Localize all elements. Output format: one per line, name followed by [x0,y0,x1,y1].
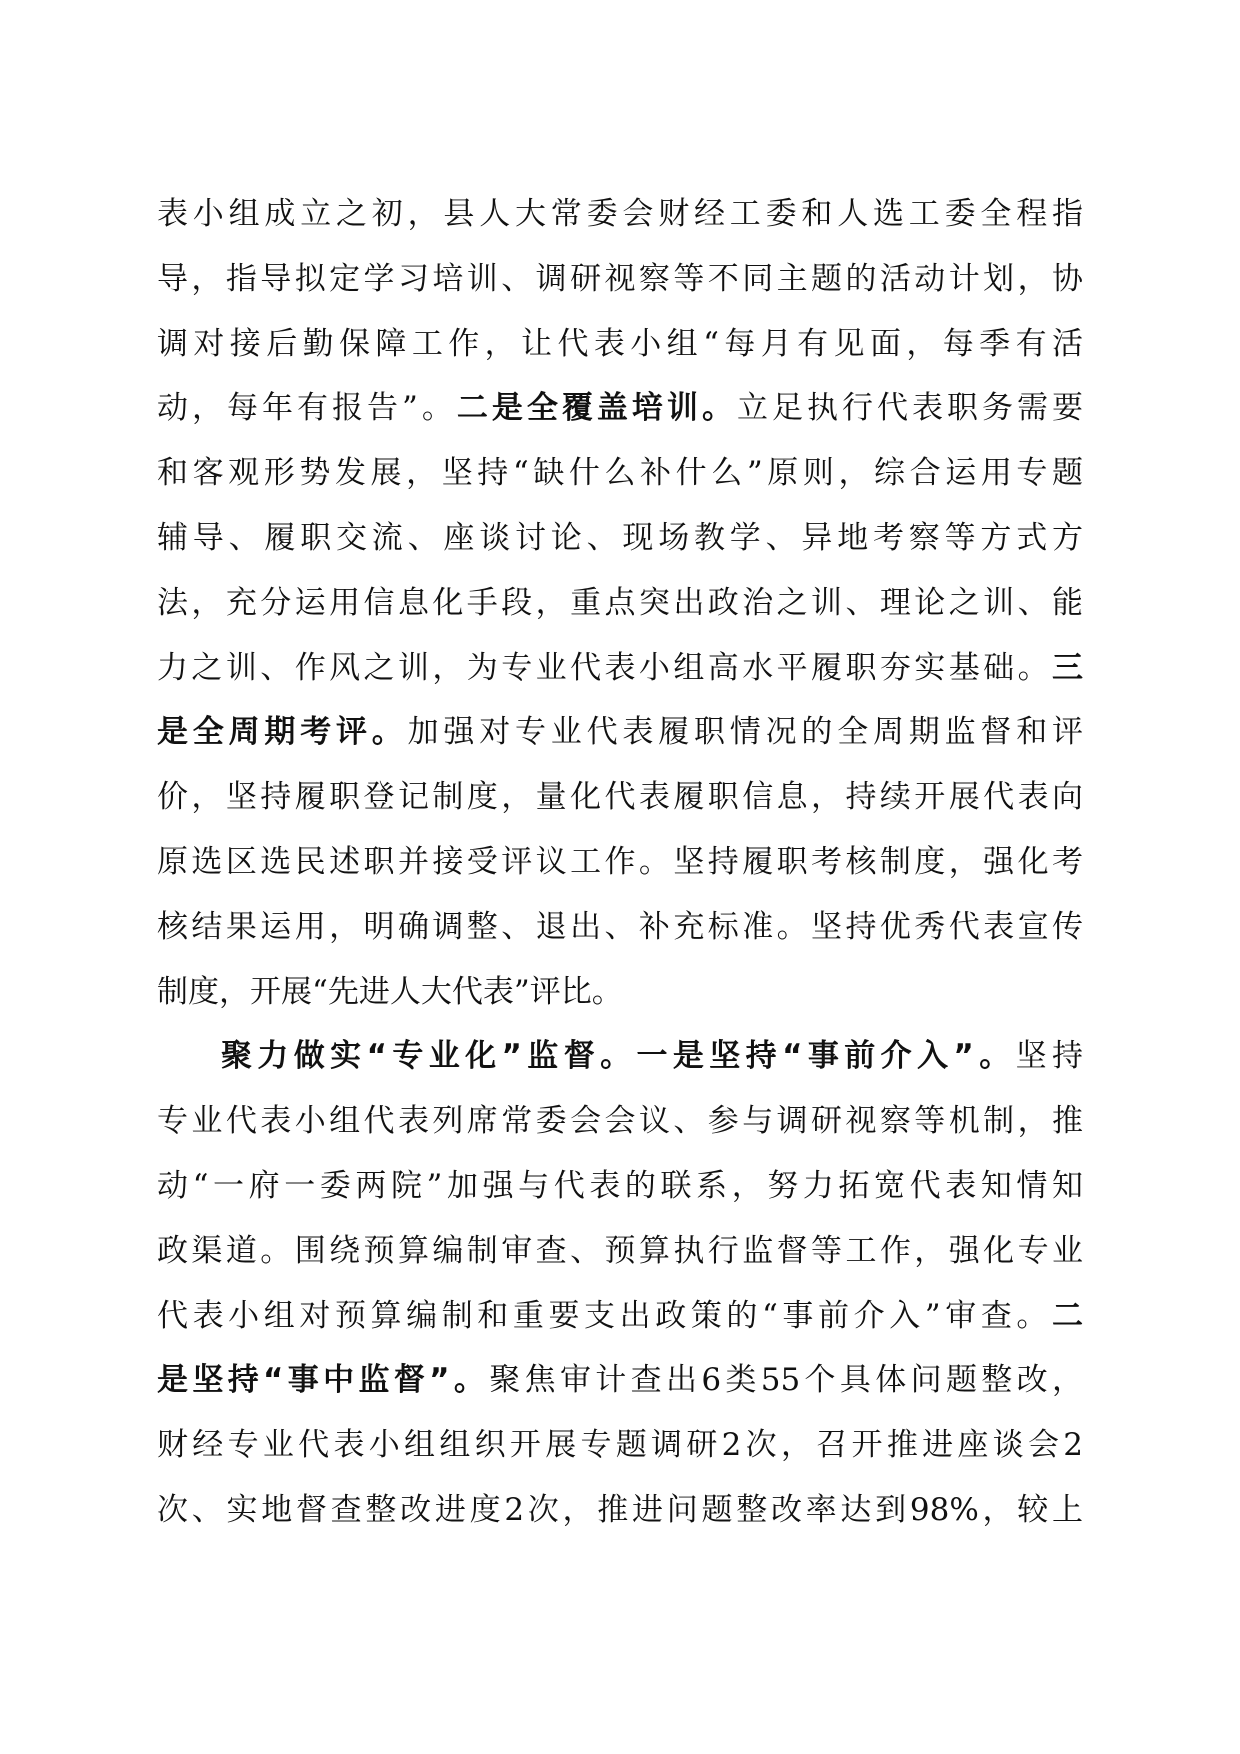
text-line [157,506,1083,571]
paragraph-text: 力之训、作风之训，为专业代表小组高水平履职夯实基础。 [157,649,1052,686]
text-line [157,571,1083,636]
text-line [157,247,1083,312]
paragraph-text: 动“一府一委两院”加强与代表的联系，努力拓宽代表知情知 [157,1167,1083,1204]
bold-heading-text: 是坚持“事中监督”。 [157,1362,490,1399]
bold-heading-text: 三 [1052,649,1083,686]
bold-heading-text: 聚力做实“专业化”监督。一是坚持“事前介入”。 [221,1038,1016,1075]
text-line [157,441,1083,506]
paragraph-text: 政渠道。围绕预算编制审查、预算执行监督等工作，强化专业 [157,1232,1083,1269]
text-line [157,1348,1083,1413]
paragraph-text: 动，每年有报告”。 [157,390,457,427]
body-text [157,182,1083,1543]
bold-heading-text: 是全周期考评。 [157,714,408,751]
paragraph-text: 次、实地督查整改进度2次，推进问题整改率达到98%，较上 [157,1491,1083,1528]
paragraph-text: 和客观形势发展，坚持“缺什么补什么”原则，综合运用专题 [157,455,1083,492]
paragraph-text: 核结果运用，明确调整、退出、补充标准。坚持优秀代表宣传 [157,908,1083,945]
paragraph-text: 原选区选民述职并接受评议工作。坚持履职考核制度，强化考 [157,843,1083,880]
text-line [157,960,1083,1025]
paragraph-text: 调对接后勤保障工作，让代表小组“每月有见面，每季有活 [157,325,1083,362]
text-line [157,1478,1083,1543]
text-line [157,1219,1083,1284]
paragraph-text: 表小组成立之初，县人大常委会财经工委和人选工委全程指 [157,196,1083,232]
text-line [157,376,1083,441]
paragraph-text: 坚持 [1015,1038,1084,1075]
paragraph-text: 法，充分运用信息化手段，重点突出政治之训、理论之训、能 [157,584,1083,621]
text-line [157,895,1083,960]
text-line [157,765,1083,830]
text-line [157,636,1083,701]
paragraph-text: 立足执行代表职务需要 [736,390,1084,427]
text-line [157,1284,1083,1349]
text-line [157,830,1083,895]
paragraph-text: 辅导、履职交流、座谈讨论、现场教学、异地考察等方式方 [157,519,1083,556]
paragraph-text: 财经专业代表小组组织开展专题调研2次，召开推进座谈会2 [157,1427,1083,1464]
bold-heading-text: 二 [1052,1297,1083,1334]
text-line [157,1413,1083,1478]
paragraph-text: 价，坚持履职登记制度，量化代表履职信息，持续开展代表向 [157,779,1083,816]
text-line [157,312,1083,377]
text-line [157,700,1083,765]
text-line [157,1024,1083,1089]
paragraph-text: 代表小组对预算编制和重要支出政策的“事前介入”审查。 [157,1297,1052,1334]
text-line [157,1089,1083,1154]
paragraph-text: 专业代表小组代表列席常委会会议、参与调研视察等机制，推 [157,1103,1083,1140]
paragraph-text: 加强对专业代表履职情况的全周期监督和评 [407,714,1084,751]
paragraph-text: 制度，开展“先进人大代表”评比。 [157,973,623,1010]
text-line [157,182,1083,247]
paragraph-text: 导，指导拟定学习培训、调研视察等不同主题的活动计划，协 [157,260,1083,297]
text-line [157,1154,1083,1219]
paragraph-text: 聚焦审计查出6类55个具体问题整改， [489,1362,1084,1399]
bold-heading-text: 二是全覆盖培训。 [456,390,737,427]
